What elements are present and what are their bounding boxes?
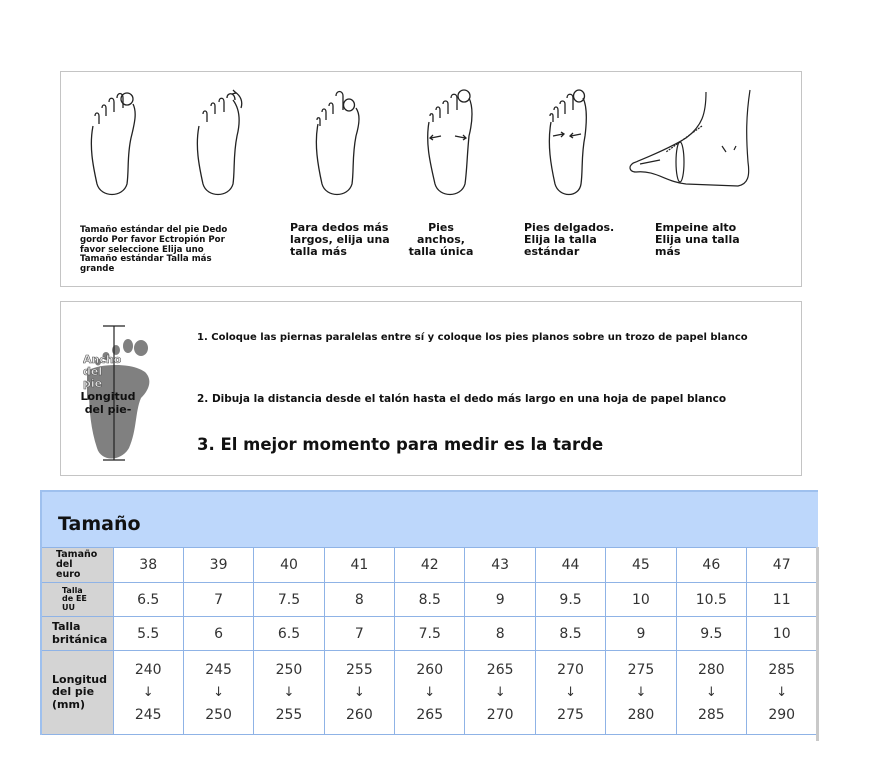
table-cell: 260 ↓ 265 [395,651,465,735]
foot-width-label: Ancho del pie [83,354,122,390]
table-cell: 8 [465,617,535,651]
measure-step-2: 2. Dibuja la distancia desde el talón hasta el dedo más largo en una hoja de papel blanco [197,393,727,405]
long-toe-caption: Para dedos más largos, elija una talla más [290,221,390,258]
table-cell: 10.5 [676,583,746,617]
table-cell: 270 ↓ 275 [535,651,605,735]
table-cell: 44 [535,548,605,583]
table-cell: 245 ↓ 250 [183,651,253,735]
standard-bunion-caption: Tamaño estándar del pie Dedo gordo Por favor Ectropión Por favor seleccione Elija uno Tamaño estándar Talla más grande [80,225,228,275]
table-cell: 45 [606,548,676,583]
table-edge-divider [816,547,819,741]
foot-types-panel [60,71,802,287]
table-cell: 7.5 [254,583,324,617]
measure-instructions-panel [60,301,802,476]
table-cell: 8 [324,583,394,617]
table-cell: 9.5 [676,617,746,651]
row-header-foot-length: Longitud del pie (mm) [41,651,113,735]
bunion-foot-icon [191,86,251,201]
table-cell: 7.5 [395,617,465,651]
arrow-down-icon: ↓ [565,685,576,700]
narrow-foot-icon [539,86,599,201]
table-cell: 280 ↓ 285 [676,651,746,735]
table-cell: 9 [465,583,535,617]
table-cell: 39 [183,548,253,583]
long-toe-foot-icon [308,86,368,201]
arrow-down-icon: ↓ [213,685,225,700]
table-cell: 6.5 [254,617,324,651]
narrow-caption: Pies delgados. Elija la talla estándar [524,221,615,258]
measure-step-1: 1. Coloque las piernas paralelas entre sí y coloque los pies planos sobre un trozo de papel blanco [197,332,748,343]
row-header-eu: Tamaño del euro [41,548,113,583]
size-table [40,547,817,735]
table-cell: 275 ↓ 280 [606,651,676,735]
arrow-down-icon: ↓ [635,685,647,700]
table-cell: 9 [606,617,676,651]
arrow-down-icon: ↓ [142,685,154,700]
arrow-down-icon: ↓ [494,685,506,700]
table-cell: 40 [254,548,324,583]
table-cell: 10 [606,583,676,617]
table-cell: 43 [465,548,535,583]
table-cell: 38 [113,548,183,583]
high-instep-foot-icon [626,86,756,196]
table-cell: 8.5 [395,583,465,617]
table-row-eu [41,548,817,583]
row-header-uk: Talla británica [41,617,113,651]
table-cell: 265 ↓ 270 [465,651,535,735]
table-row-uk [41,617,817,651]
table-row-foot-length [41,651,817,735]
wide-caption: Pies anchos, talla única [408,221,474,258]
row-header-us: Talla de EE UU [41,583,113,617]
table-cell: 8.5 [535,617,605,651]
arrow-down-icon: ↓ [283,685,295,700]
table-cell: 250 ↓ 255 [254,651,324,735]
table-cell: 6.5 [113,583,183,617]
table-cell: 46 [676,548,746,583]
size-chart [40,490,818,742]
table-cell: 47 [747,548,817,583]
size-chart-title: Tamaño [58,513,141,535]
measure-step-3: 3. El mejor momento para medir es la tarde [197,435,604,454]
table-cell: 285 ↓ 290 [747,651,817,735]
table-cell: 255 ↓ 260 [324,651,394,735]
table-cell: 7 [324,617,394,651]
table-cell: 11 [747,583,817,617]
size-chart-header [40,490,818,547]
table-cell: 10 [747,617,817,651]
foot-length-label: Longitud del pie- [80,390,136,416]
table-cell: 5.5 [113,617,183,651]
table-cell: 7 [183,583,253,617]
table-cell: 9.5 [535,583,605,617]
standard-foot-icon [83,86,143,201]
arrow-down-icon: ↓ [705,685,717,700]
arrow-down-icon: ↓ [424,685,436,700]
arrow-down-icon: ↓ [353,685,365,700]
table-row-us [41,583,817,617]
arrow-down-icon: ↓ [776,685,788,700]
table-cell: 41 [324,548,394,583]
wide-foot-icon [421,86,481,201]
table-cell: 6 [183,617,253,651]
table-cell: 42 [395,548,465,583]
high-instep-caption: Empeine alto Elija una talla más [655,221,740,258]
table-cell: 240 ↓ 245 [113,651,183,735]
